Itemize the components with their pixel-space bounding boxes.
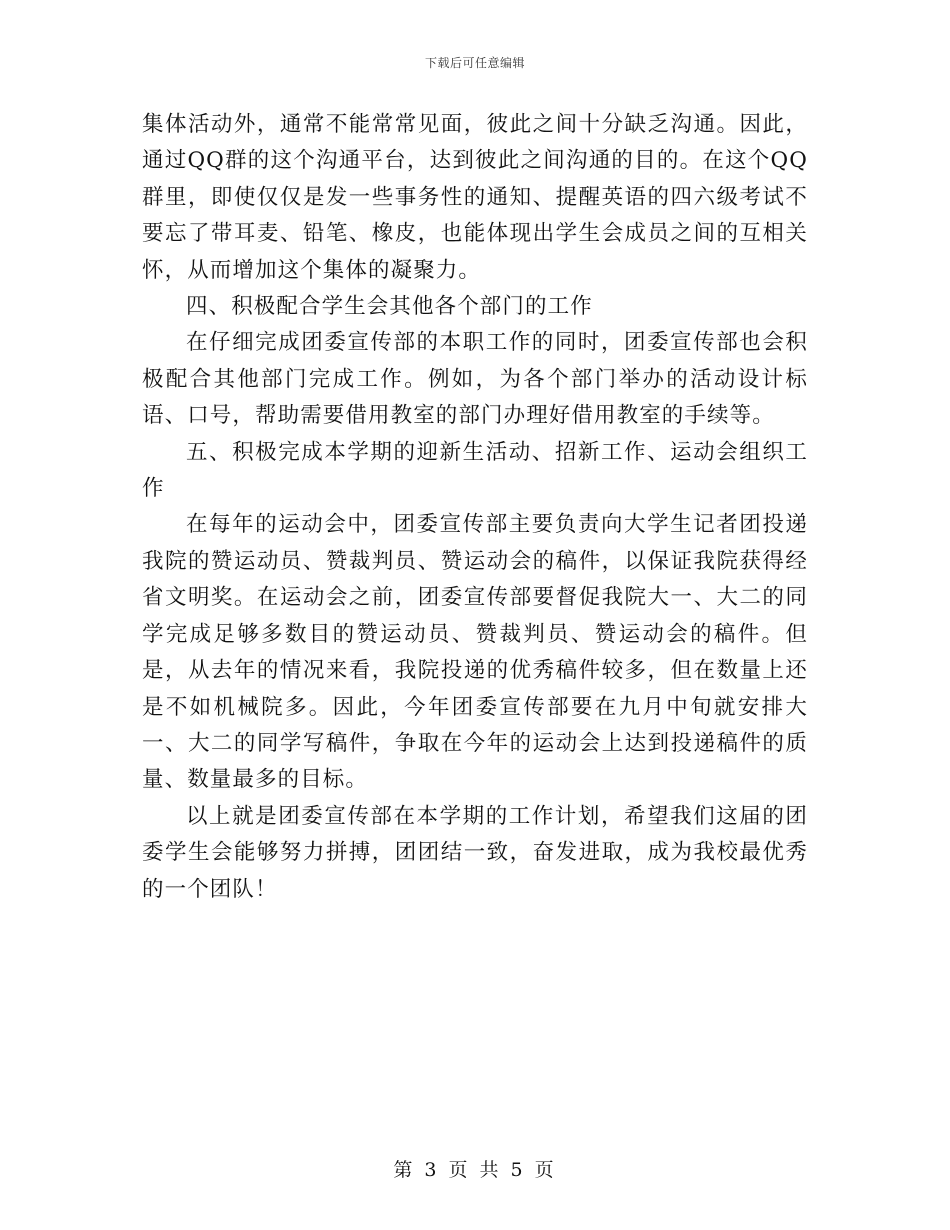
section-heading-4: 四、积极配合学生会其他各个部门的工作 (186, 294, 593, 320)
section-heading-5: 五、积极完成本学期的迎新生活动、招新工作、运动会组织工作 (142, 439, 808, 502)
paragraph-sports-meet: 在每年的运动会中，团委宣传部主要负责向大学生记者团投递我院的赞运动员、赞裁判员、赞运动会的稿件，以保证我院获得经省文明奖。在运动会之前，团委宣传部要督促我院大一、大二的同学完成足够多数目的赞运动员、赞裁判员、赞运动会的稿件。但是，从去年的情况来看，我院投递的优秀稿件较多，但在数量上还是不如机械院多。因此，今年团委宣传部要在九月中旬就安排大一、大二的同学写稿件，争取在今年的运动会上达到投递稿件的质量、数量最多的目标。 (142, 512, 808, 793)
page-header: 下载后可任意编辑 (424, 56, 525, 70)
document-body (142, 107, 808, 908)
paragraph-continuation: 集体活动外，通常不能常常见面，彼此之间十分缺乏沟通。因此，通过QQ群的这个沟通平台，达到彼此之间沟通的目的。在这个QQ群里，即使仅仅是发一些事务性的通知、提醒英语的四六级考试不要忘了带耳麦、铅笔、橡皮，也能体现出学生会成员之间的互相关怀，从而增加这个集体的凝聚力。 (142, 112, 808, 283)
paragraph-cooperation: 在仔细完成团委宣传部的本职工作的同时，团委宣传部也会积极配合其他部门完成工作。例如，为各个部门举办的活动设计标语、口号，帮助需要借用教室的部门办理好借用教室的手续等。 (142, 330, 808, 429)
page-number-footer: 第 3 页 共 5 页 (393, 1159, 557, 1181)
paragraph-conclusion: 以上就是团委宣传部在本学期的工作计划，希望我们这届的团委学生会能够努力拼搏，团团结一致，奋发进取，成为我校最优秀的一个团队！ (142, 803, 808, 902)
